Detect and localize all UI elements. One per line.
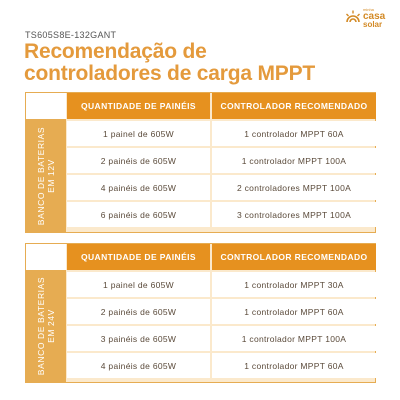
table-corner [26,244,66,270]
table-cell-controller: 1 controlador MPPT 100A [212,148,376,173]
table-cell-panels: 6 painéis de 605W [67,202,210,227]
logo-top-text: minha [363,7,374,12]
table-cell-panels: 3 painéis de 605W [67,326,210,351]
table-cell-controller: 1 controlador MPPT 60A [212,299,376,324]
table-cell-panels: 4 painéis de 605W [67,175,210,200]
table-cell-controller: 1 controlador MPPT 60A [212,121,376,146]
table-cell-panels: 1 painel de 605W [67,272,210,297]
table-cell-panels: 2 painéis de 605W [67,299,210,324]
side-label-line-2: EM 12V [46,158,56,193]
table-cell-panels: 1 painel de 605W [67,121,210,146]
column-header-panels: QUANTIDADE DE PAINÉIS [67,244,210,270]
side-label-12v [26,119,66,232]
table-cell-controller: 1 controlador MPPT 100A [212,326,376,351]
column-header-controller: CONTROLADOR RECOMENDADO [212,93,376,119]
side-label-line-2: EM 24V [46,309,56,343]
sun-icon [345,10,361,24]
table-corner [26,93,66,119]
page-title [24,41,315,85]
title-line-1: Recomendação de [24,40,207,63]
table-cell-controller: 2 controladores MPPT 100A [212,175,376,200]
logo-brand-solar: solar [363,20,383,29]
side-label-line-1: BANCO DE BATERIAS [36,276,46,376]
title-line-2: controladores de carga MPPT [24,62,316,85]
table-cell-panels: 2 painéis de 605W [67,148,210,173]
column-header-controller: CONTROLADOR RECOMENDADO [212,244,376,270]
column-header-panels: QUANTIDADE DE PAINÉIS [67,93,210,119]
table-cell-controller: 1 controlador MPPT 60A [212,353,376,378]
brand-logo [345,8,393,38]
table-cell-controller: 3 controladores MPPT 100A [212,202,376,227]
table-cell-controller: 1 controlador MPPT 30A [212,272,376,297]
side-label-24v [26,270,66,382]
table-12v [25,92,376,233]
side-label-line-1: BANCO DE BATERIAS [36,126,46,225]
logo-brand-casa: casa [363,11,386,22]
table-cell-panels: 4 painéis de 605W [67,353,210,378]
product-code: TS605S8E-132GANT [25,30,117,40]
table-24v [25,243,376,383]
